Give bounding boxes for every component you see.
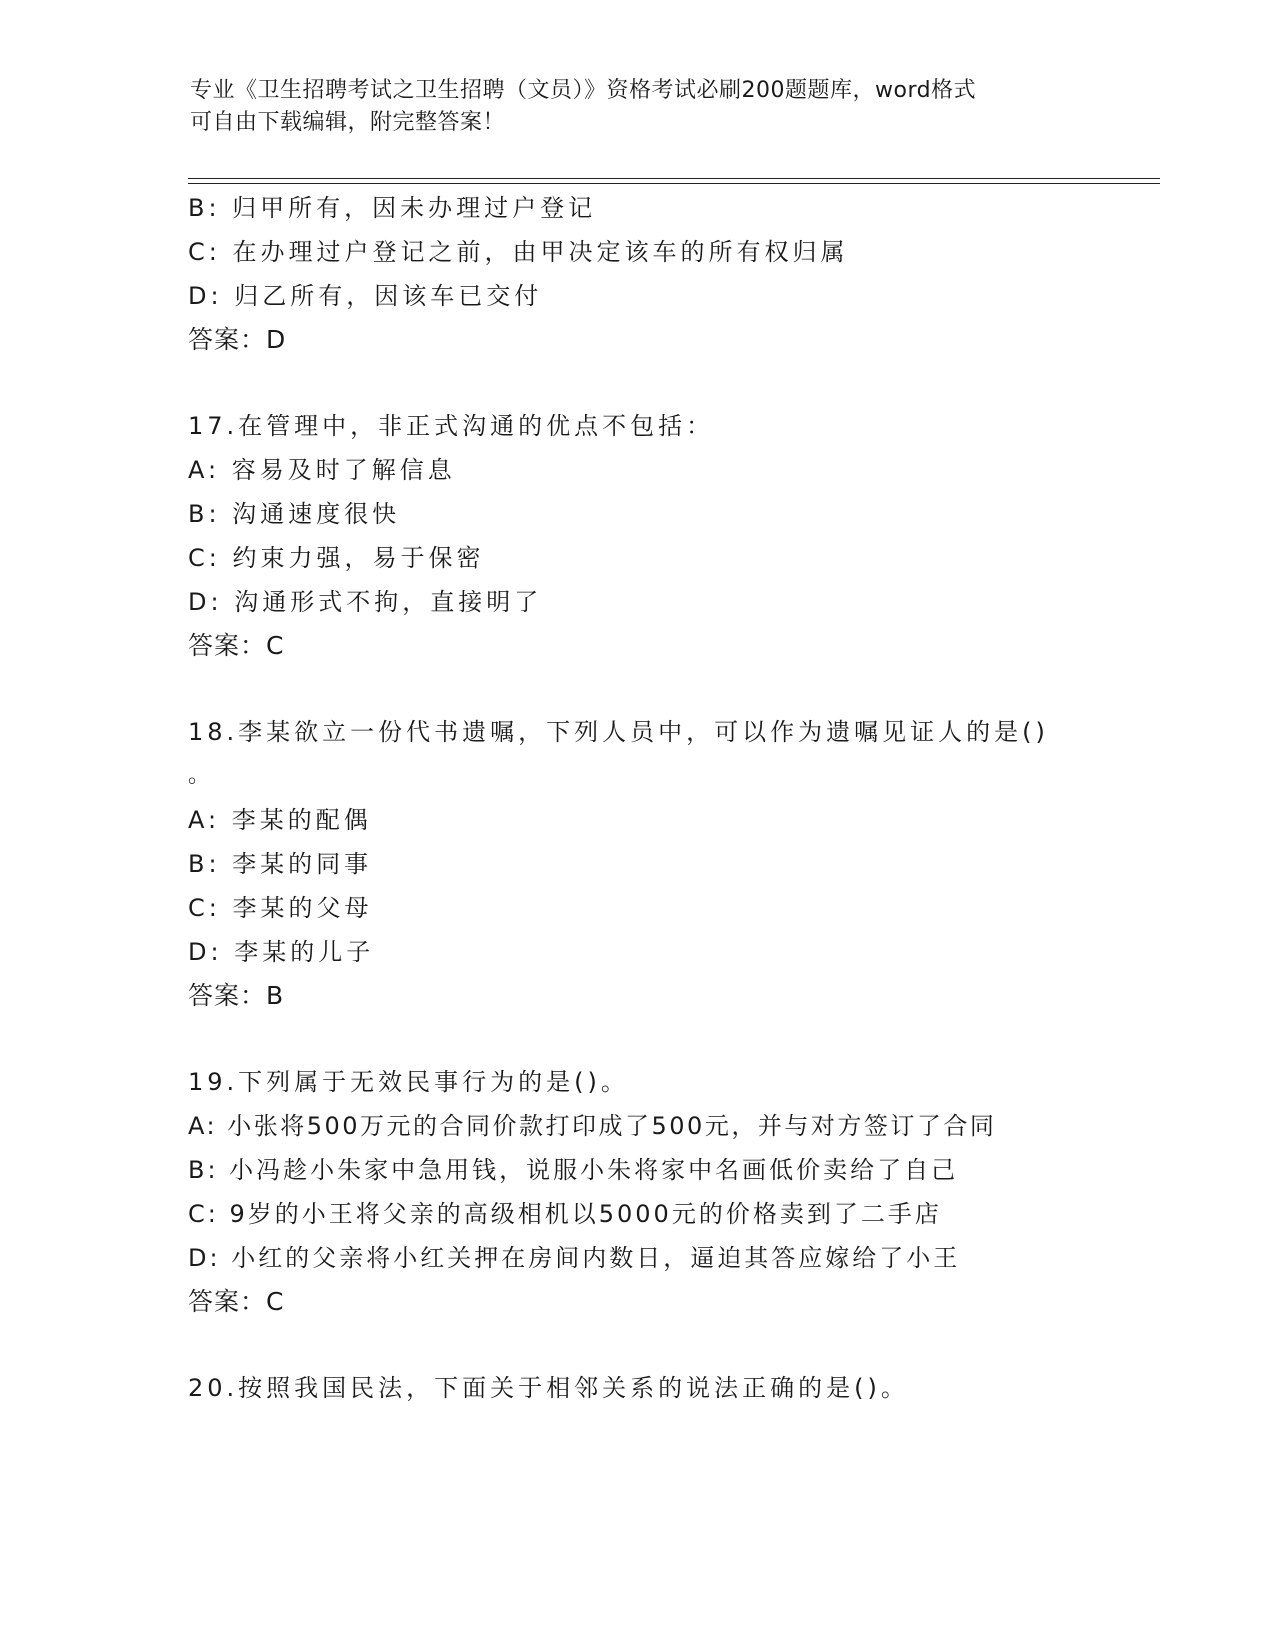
q16-option-d: D: 归乙所有，因该车已交付 [188,282,543,310]
q16-option-b: B: 归甲所有，因未办理过户登记 [188,194,597,222]
header-rule-top [188,178,1160,179]
q19-question: 19.下列属于无效民事行为的是()。 [188,1068,629,1096]
q17-option-d: D: 沟通形式不拘，直接明了 [188,588,543,616]
q18-question-tail: 。 [188,763,215,788]
q19-option-a: A: 小张将500万元的合同价款打印成了500元，并与对方签订了合同 [188,1112,997,1140]
header-rule-bottom [188,183,1160,184]
header-line-2: 可自由下载编辑，附完整答案！ [190,110,506,135]
q17-option-a: A: 容易及时了解信息 [188,456,456,484]
q16-answer: 答案：D [188,325,287,354]
page-header [190,75,1090,139]
q17-option-c: C: 约束力强，易于保密 [188,544,485,572]
q16-option-c: C: 在办理过户登记之前，由甲决定该车的所有权归属 [188,238,849,266]
q18-option-b: B: 李某的同事 [188,850,373,878]
q18-question: 18.李某欲立一份代书遗嘱，下列人员中，可以作为遗嘱见证人的是() [188,718,1049,746]
q20-question: 20.按照我国民法，下面关于相邻关系的说法正确的是()。 [188,1374,909,1402]
q17-question: 17.在管理中，非正式沟通的优点不包括： [188,412,715,440]
q18-answer: 答案：B [188,981,285,1010]
header-line-1: 专业《卫生招聘考试之卫生招聘（文员）》资格考试必刷200题题库，word格式 [190,78,977,103]
q19-option-d: D: 小红的父亲将小红关押在房间内数日，逼迫其答应嫁给了小王 [188,1244,961,1272]
q19-option-b: B: 小冯趁小朱家中急用钱，说服小朱将家中名画低价卖给了自己 [188,1156,959,1184]
q17-answer: 答案：C [188,631,285,660]
q18-option-a: A: 李某的配偶 [188,806,372,834]
q18-option-c: C: 李某的父母 [188,894,373,922]
q17-option-b: B: 沟通速度很快 [188,500,401,528]
q19-option-c: C: 9岁的小王将父亲的高级相机以5000元的价格卖到了二手店 [188,1200,942,1228]
q18-option-d: D: 李某的儿子 [188,938,375,966]
q19-answer: 答案：C [188,1287,285,1316]
